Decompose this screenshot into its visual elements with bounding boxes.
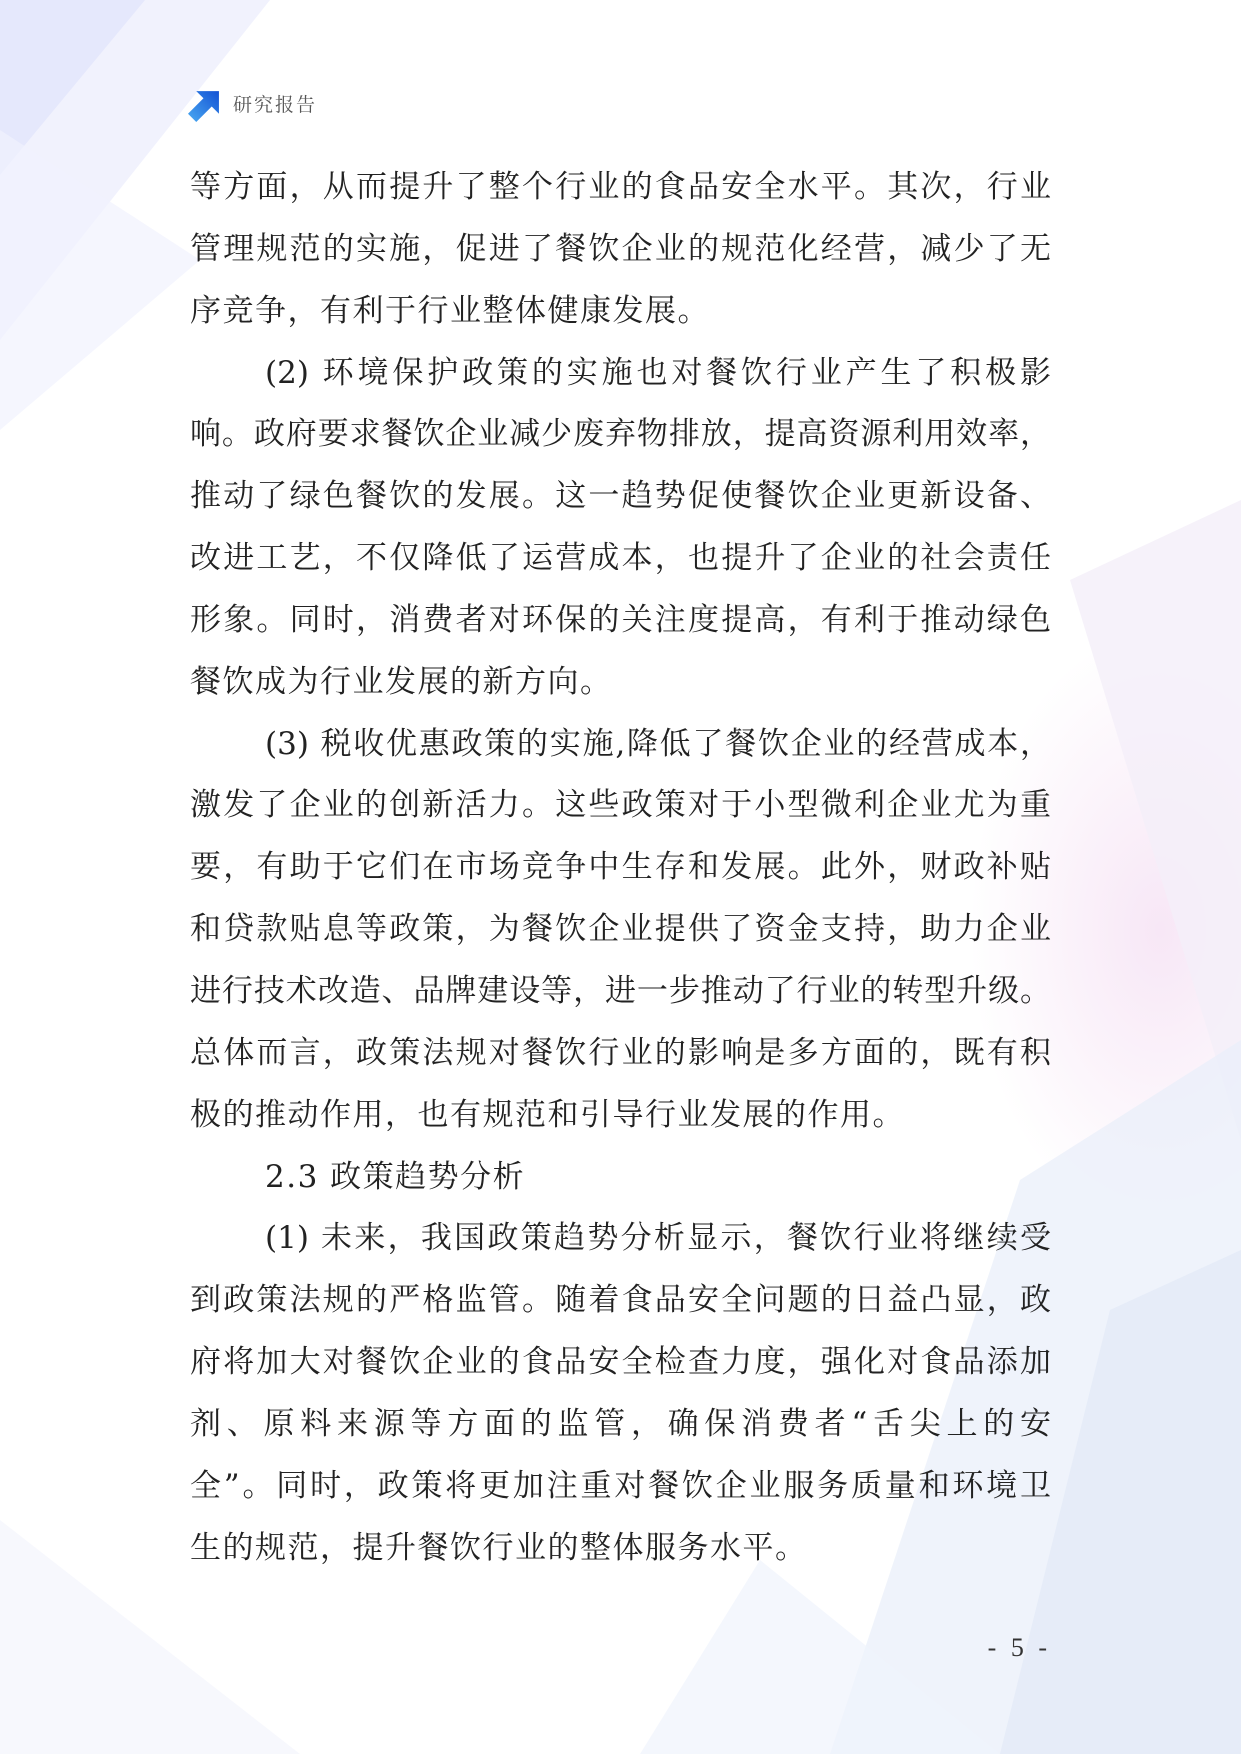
report-header	[188, 89, 488, 122]
report-body	[190, 157, 1051, 1579]
text-line: 和贷款贴息等政策，为餐饮企业提供了资金支持，助力企业	[190, 911, 1051, 948]
paragraph	[190, 343, 1051, 714]
text-line: 进行技术改造、品牌建设等，进一步推动了行业的转型升级。	[190, 972, 1051, 1009]
paragraph	[190, 157, 1051, 343]
text-line: 形象。同时，消费者对环保的关注度提高，有利于推动绿色	[190, 601, 1051, 638]
section-heading: 2.3 政策趋势分析	[265, 1158, 526, 1195]
page-number: - 5 -	[987, 1633, 1051, 1662]
text-line: 到政策法规的严格监管。随着食品安全问题的日益凸显，政	[190, 1282, 1051, 1319]
text-line: (2) 环境保护政策的实施也对餐饮行业产生了积极影	[265, 354, 1051, 391]
paragraph	[190, 714, 1051, 1147]
text-line: 管理规范的实施，促进了餐饮企业的规范化经营，减少了无	[190, 230, 1051, 267]
text-line: 生的规范，提升餐饮行业的整体服务水平。	[190, 1529, 808, 1566]
text-line: 等方面，从而提升了整个行业的食品安全水平。其次，行业	[190, 169, 1051, 205]
text-line: 极的推动作用，也有规范和引导行业发展的作用。	[190, 1096, 905, 1133]
text-line: 改进工艺，不仅降低了运营成本，也提升了企业的社会责任	[190, 540, 1051, 577]
text-line: 总体而言，政策法规对餐饮行业的影响是多方面的，既有积	[190, 1034, 1051, 1071]
text-line: 剂、原料来源等方面的监管，确保消费者“舌尖上的安	[190, 1405, 1051, 1442]
text-line: 府将加大对餐饮企业的食品安全检查力度，强化对食品添加	[190, 1344, 1051, 1381]
text-line: 要，有助于它们在市场竞争中生存和发展。此外，财政补贴	[190, 849, 1051, 886]
text-line: 响。政府要求餐饮企业减少废弃物排放，提高资源利用效率，	[190, 416, 1051, 453]
text-line: 餐饮成为行业发展的新方向。	[190, 663, 613, 700]
text-line: (3) 税收优惠政策的实施,降低了餐饮企业的经营成本，	[265, 725, 1051, 762]
text-line: 推动了绿色餐饮的发展。这一趋势促使餐饮企业更新设备、	[190, 478, 1051, 515]
text-line: (1) 未来，我国政策趋势分析显示，餐饮行业将继续受	[265, 1220, 1051, 1257]
arrow-up-right-logo-icon	[188, 89, 221, 122]
text-line: 激发了企业的创新活力。这些政策对于小型微利企业尤为重	[190, 787, 1051, 824]
paragraph	[190, 1208, 1051, 1579]
report-header-title: 研究报告	[233, 94, 318, 116]
text-line: 全”。同时，政策将更加注重对餐饮企业服务质量和环境卫	[190, 1467, 1051, 1504]
text-line: 序竞争，有利于行业整体健康发展。	[190, 292, 710, 329]
